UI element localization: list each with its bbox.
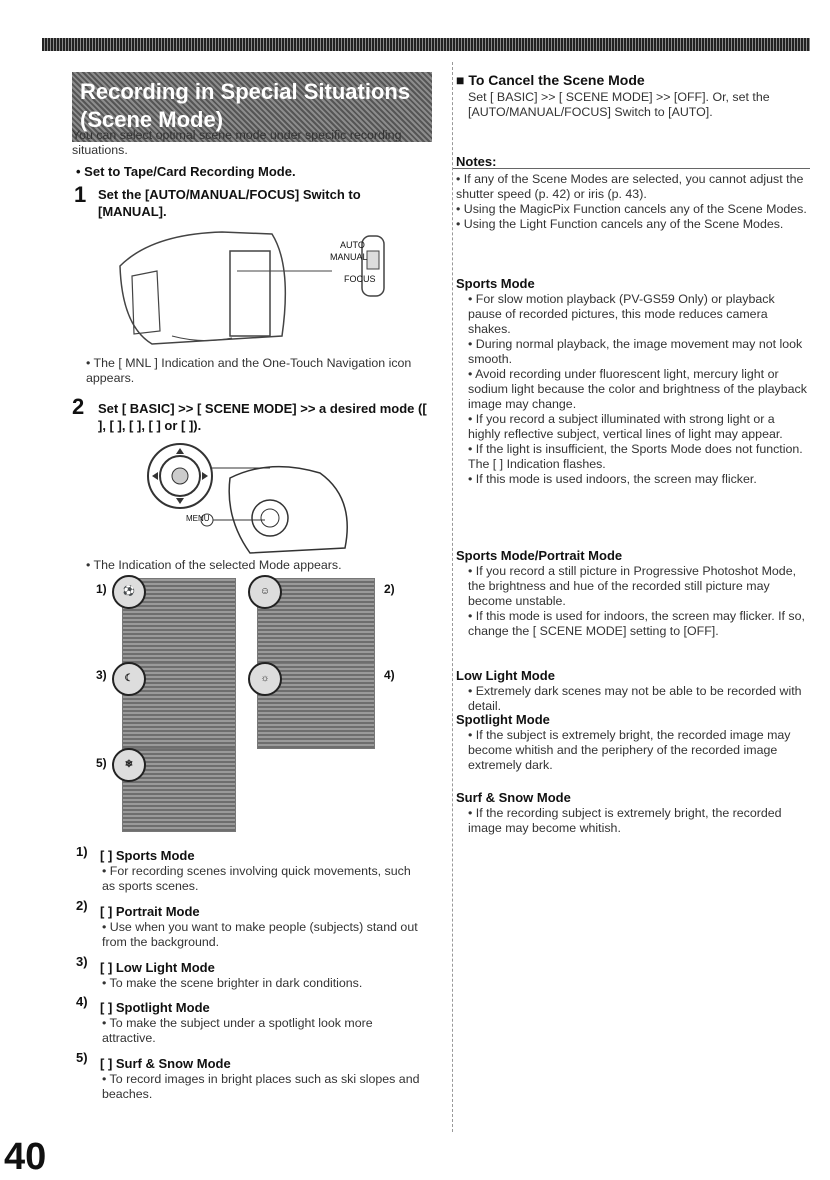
cancel-text: Set [ BASIC] >> [ SCENE MODE] >> [OFF]. Or, set the [AUTO/MANUAL/FOCUS] Switch to [AUTO].	[468, 90, 770, 119]
top-decorative-bar	[42, 38, 810, 51]
mode-num-2: 2)	[76, 898, 88, 913]
thumb-label-1: 1)	[96, 582, 107, 596]
switch-label-focus: FOCUS	[344, 274, 376, 284]
mode-desc-4: • To make the subject under a spotlight look more attractive.	[102, 1016, 373, 1045]
mode-desc-1: • For recording scenes involving quick movements, such as sports scenes.	[102, 864, 411, 893]
sports-note: • Avoid recording under fluorescent light, mercury light or sodium light because the color and brightness of the playback image may change.	[468, 367, 807, 411]
sports-heading: Sports Mode	[456, 276, 535, 291]
sports-portrait-notes	[468, 564, 808, 639]
sports-note: • If you record a subject illuminated with strong light or a highly reflective subject, vertical lines of light may appear.	[468, 412, 783, 441]
sports-notes	[468, 292, 808, 487]
low-light-icon: ☾	[112, 662, 146, 696]
step1-bullet: • The [ MNL ] Indication and the One-Touch Navigation icon appears.	[86, 356, 412, 385]
step1-text: Set the [AUTO/MANUAL/FOCUS] Switch to [MANUAL].	[98, 187, 361, 219]
mode-num-1: 1)	[76, 844, 88, 859]
mode-desc-2: • Use when you want to make people (subjects) stand out from the background.	[102, 920, 418, 949]
surf-snow-icon: ❄	[112, 748, 146, 782]
mode-desc-5: • To record images in bright places such as ski slopes and beaches.	[102, 1072, 420, 1101]
sports-note: • If this mode is used indoors, the screen may flicker.	[468, 472, 757, 486]
thumb-label-5: 5)	[96, 756, 107, 770]
note-item: • If any of the Scene Modes are selected, you cannot adjust the shutter speed (p. 42) or iris (p. 43).	[456, 172, 804, 201]
mode-title-2: [ ] Portrait Mode	[100, 904, 200, 919]
mode-num-3: 3)	[76, 954, 88, 969]
surf-snow-heading: Surf & Snow Mode	[456, 790, 571, 805]
sports-note: • During normal playback, the image movement may not look smooth.	[468, 337, 803, 366]
portrait-icon: ☺	[248, 575, 282, 609]
thumb-label-2: 2)	[384, 582, 395, 596]
surf-snow-note: • If the recording subject is extremely bright, the recorded image may become whitish.	[468, 806, 782, 835]
sports-note: • For slow motion playback (PV-GS59 Only) or playback pause of recorded pictures, this mode reduces camera shakes.	[468, 292, 775, 336]
step1-number: 1	[74, 182, 87, 207]
mode-title-1: [ ] Sports Mode	[100, 848, 195, 863]
low-light-heading: Low Light Mode	[456, 668, 555, 683]
sports-note: • If the light is insufficient, the Sports Mode does not function. The [ ] Indication flashes.	[468, 442, 803, 471]
title-line2: (Scene Mode)	[80, 107, 224, 132]
spotlight-note: • If the subject is extremely bright, the recorded image may become whitish and the periphery of the recorded image extremely dark.	[468, 728, 791, 772]
camera-switch-illustration	[112, 226, 412, 348]
note-item: • Using the Light Function cancels any of the Scene Modes.	[456, 217, 784, 231]
low-light-note: • Extremely dark scenes may not be able to be recorded with detail.	[468, 684, 802, 713]
thumb-label-4: 4)	[384, 668, 395, 682]
mode-num-5: 5)	[76, 1050, 88, 1065]
spotlight-icon: ☼	[248, 662, 282, 696]
sports-portrait-note: • If this mode is used for indoors, the screen may flicker. If so, change the [ SCENE MODE] setting to [OFF].	[468, 609, 805, 638]
switch-label-auto: AUTO	[340, 240, 365, 250]
mode-num-4: 4)	[76, 994, 88, 1009]
page-number: 40	[4, 1136, 47, 1178]
intro-text: You can select optimal scene mode under specific recording situations.	[72, 128, 402, 157]
menu-label: MENU	[186, 514, 210, 523]
thumb-label-3: 3)	[96, 668, 107, 682]
cancel-heading: ■ To Cancel the Scene Mode	[456, 72, 645, 88]
step2-bullet: • The Indication of the selected Mode appears.	[86, 558, 342, 572]
sports-portrait-note: • If you record a still picture in Progressive Photoshot Mode, the brightness and hue of the recorded still picture may become unstable.	[468, 564, 797, 608]
mode-title-5: [ ] Surf & Snow Mode	[100, 1056, 231, 1071]
sports-portrait-heading: Sports Mode/Portrait Mode	[456, 548, 623, 563]
camera-menu-illustration	[130, 438, 370, 556]
title-line1: Recording in Special Situations	[80, 79, 411, 104]
step2-text: Set [ BASIC] >> [ SCENE MODE] >> a desired mode ([ ], [ ], [ ], [ ] or [ ]).	[98, 401, 427, 433]
mode-title-3: [ ] Low Light Mode	[100, 960, 215, 975]
mode-desc-3: • To make the scene brighter in dark conditions.	[102, 976, 363, 990]
mode-line: • Set to Tape/Card Recording Mode.	[76, 164, 296, 179]
switch-label-manual: MANUAL	[330, 252, 368, 262]
mode-title-4: [ ] Spotlight Mode	[100, 1000, 210, 1015]
sports-icon: ⚽	[112, 575, 146, 609]
spotlight-heading: Spotlight Mode	[456, 712, 550, 727]
notes-rule	[453, 168, 810, 169]
notes-list	[456, 172, 808, 232]
notes-heading: Notes:	[456, 154, 497, 169]
note-item: • Using the MagicPix Function cancels any of the Scene Modes.	[456, 202, 807, 216]
step2-number: 2	[72, 394, 85, 419]
column-divider	[452, 62, 453, 1132]
